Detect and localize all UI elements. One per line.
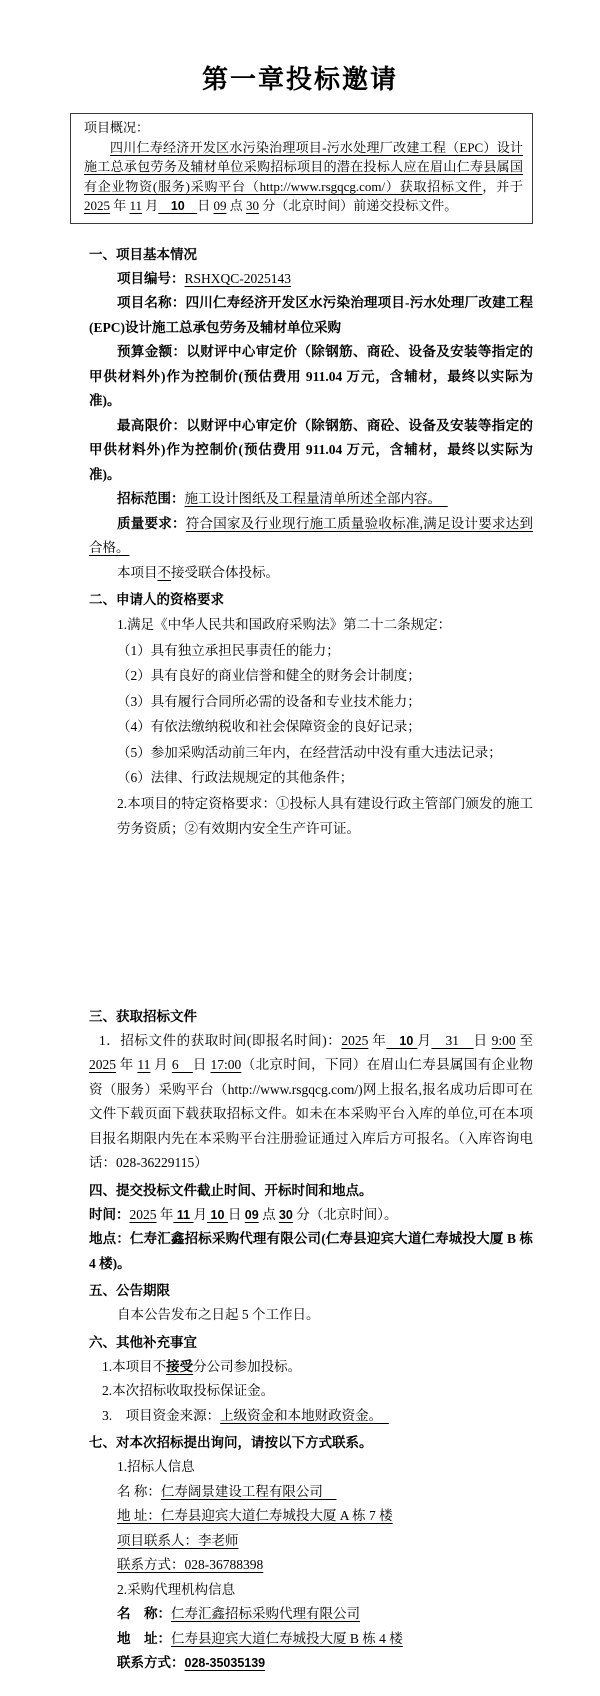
tenderer-name-line xyxy=(117,1480,533,1505)
section-7-heading: 七、对本次招标提出询问，请按以下方式联系。 xyxy=(89,1435,373,1450)
fund-source-value: 上级资金和本地财政资金。 xyxy=(220,1407,389,1423)
section-3-heading: 三、获取招标文件 xyxy=(89,1008,197,1024)
tender-scope-line xyxy=(89,487,533,512)
agency-address-value: 仁寿县迎宾大道仁寿城投大厦 B 栋 4 楼 xyxy=(171,1630,403,1646)
text-run: 月 xyxy=(417,1032,432,1048)
reg-start-month: 10 xyxy=(386,1033,418,1048)
section-submission xyxy=(89,1178,533,1277)
tenderer-info-subheading: 1.招标人信息 xyxy=(117,1459,195,1474)
text-run: 日 xyxy=(227,1206,245,1222)
tenderer-phone-line xyxy=(117,1553,533,1578)
deadline-day: 10 xyxy=(158,199,198,213)
text-run: 1.本项目不 xyxy=(102,1358,167,1374)
deadline-month: 11 xyxy=(129,198,143,213)
place-label: 地点： xyxy=(89,1231,130,1246)
agency-phone-label: 联系方式： xyxy=(117,1655,185,1670)
deadline-minute: 30 xyxy=(246,198,259,213)
text-run: 分（北京时间）。 xyxy=(292,1206,398,1222)
qualification-item: （6）法律、行政法规规定的其他条件； xyxy=(117,770,354,785)
overview-paragraph xyxy=(84,138,523,217)
overview-main-text: 四川仁寿经济开发区水污染治理项目-污水处理厂改建工程（EPC）设计施工总承包劳务及辅材单位采购招标项目的潜在投标人应在眉山仁寿县属国有企业物资(服务)采购平台（http://www.rsgqcg.com/）获取招标文件 xyxy=(84,139,523,194)
section-5-heading: 五、公告期限 xyxy=(89,1283,170,1298)
document-content xyxy=(84,113,534,1676)
project-code-line xyxy=(89,267,533,292)
text-run: 接受联合体投标。 xyxy=(171,564,279,580)
budget-paragraph: 预算金额：以财评中心审定价（除钢筋、商砼、设备及安装等指定的甲供材料外)作为控制价(预估费用 911.04 万元，含辅材，最终以实际为准)。 xyxy=(89,344,533,408)
section-qualification xyxy=(89,587,533,842)
reg-start-time: 9:00 xyxy=(491,1032,516,1048)
section-announcement-period xyxy=(89,1278,533,1328)
obtain-documents-tail: （北京时间，下同）在眉山仁寿县属国有企业物资（服务）采购平台（http://www.rsgqcg.com/)网上报名,报名成功后即可在文件下载页面下载获取招标文件。如未在本采购平台入库的单位,可在本项目报名期限内先在本采购平台注册验证通过入库后方可报名。（入库咨询电话：028-36229115） xyxy=(89,1057,533,1170)
tenderer-contact-person-line xyxy=(117,1529,533,1554)
project-code-label: 项目编号： xyxy=(117,270,185,286)
qualification-intro: 1.满足《中华人民共和国政府采购法》第二十二条规定： xyxy=(117,617,452,632)
text-run: 1．招标文件的获取时间(即报名时间)： xyxy=(99,1032,342,1048)
submission-time-line xyxy=(89,1203,533,1228)
agency-address-label: 地 址： xyxy=(117,1630,171,1646)
time-label: 时间： xyxy=(89,1206,130,1222)
other-item-3 xyxy=(89,1404,533,1429)
open-year: 2025 xyxy=(129,1206,157,1222)
deadline-hour: 09 xyxy=(213,198,227,213)
section-4-heading: 四、提交投标文件截止时间、开标时间和地点。 xyxy=(89,1182,373,1198)
announcement-period-body: 自本公告发布之日起 5 个工作日。 xyxy=(117,1307,320,1322)
emphasis-not: 不 xyxy=(157,564,171,580)
deadline-year: 2025 xyxy=(84,198,110,213)
text-run: ，并于 xyxy=(482,178,523,194)
project-overview-box xyxy=(70,113,533,224)
text-run: 分公司参加投标。 xyxy=(193,1358,302,1374)
other-item-2: 2.本次招标收取投标保证金。 xyxy=(102,1383,275,1398)
tender-scope-label: 招标范围： xyxy=(117,491,185,506)
section-obtain-documents xyxy=(89,1004,533,1176)
section-contacts xyxy=(89,1430,533,1676)
section-1-heading: 一、项目基本情况 xyxy=(89,246,197,262)
reg-end-month: 11 xyxy=(137,1057,151,1072)
open-hour: 09 xyxy=(244,1207,259,1222)
text-run: 分（北京时间）前递交投标文件。 xyxy=(259,198,458,213)
qualification-item: （5）参加采购活动前三年内，在经营活动中没有重大违法记录； xyxy=(117,744,502,760)
quality-value: 符合国家及行业现行施工质量验收标准,满足设计要求达到合格。 xyxy=(89,515,534,555)
agency-name-value: 仁寿汇鑫招标采购代理有限公司 xyxy=(171,1606,360,1621)
page-break-gap xyxy=(89,842,533,1002)
text-run: 点 xyxy=(226,198,246,213)
text-run: 本项目 xyxy=(117,564,158,580)
agency-phone-line xyxy=(117,1651,533,1676)
tender-scope-value: 施工设计图纸及工程量清单所述全部内容。 xyxy=(184,491,448,506)
text-run: 年 xyxy=(110,198,130,213)
quality-requirement-line xyxy=(89,512,533,561)
agency-name-line xyxy=(117,1602,533,1627)
price-cap-paragraph: 最高限价：以财评中心审定价（除钢筋、商砼、设备及安装等指定的甲供材料外)作为控制价(预估费用 911.04 万元，含辅材，最终以实际为准)。 xyxy=(89,417,533,482)
section-other-matters xyxy=(89,1330,533,1429)
qualification-list xyxy=(89,612,533,842)
text-run: 月 xyxy=(150,1057,172,1072)
text-run: 年 xyxy=(368,1032,387,1048)
agency-phone-value: 028-35035139 xyxy=(184,1656,266,1670)
text-run: 年 xyxy=(156,1206,174,1222)
quality-label: 质量要求： xyxy=(117,515,186,531)
obtain-documents-paragraph xyxy=(89,1029,533,1176)
text-run: 日 xyxy=(197,198,214,213)
fund-source-label: 3. 项目资金来源： xyxy=(102,1407,221,1423)
open-day: 10 xyxy=(207,1207,228,1222)
reg-end-time: 17:00 xyxy=(210,1057,242,1072)
tenderer-name-label: 名 称： xyxy=(117,1483,161,1499)
tenderer-address: 地 址：仁寿县迎宾大道仁寿城投大厦 A 栋 7 楼 xyxy=(117,1508,393,1523)
reg-end-year: 2025 xyxy=(89,1057,116,1072)
section-basic-info xyxy=(89,242,533,586)
reg-start-year: 2025 xyxy=(341,1032,369,1048)
agency-address-line xyxy=(117,1627,533,1652)
section-2-heading: 二、申请人的资格要求 xyxy=(89,592,224,607)
contact-blocks xyxy=(89,1455,533,1676)
tenderer-name-value: 仁寿阔景建设工程有限公司 xyxy=(160,1483,337,1499)
open-minute: 30 xyxy=(278,1207,293,1222)
text-run: 年 xyxy=(116,1057,138,1072)
project-code-value: RSHXQC-2025143 xyxy=(184,270,292,286)
text-run: 日 xyxy=(473,1032,492,1048)
open-month: 11 xyxy=(173,1207,194,1222)
project-name-label: 项目名称： xyxy=(117,295,186,310)
project-name-line xyxy=(89,291,533,340)
project-name-value: 四川仁寿经济开发区水污染治理项目-污水处理厂改建工程(EPC)设计施工总承包劳务及辅材单位采购 xyxy=(89,295,534,335)
reg-start-day: 31 xyxy=(431,1032,474,1048)
emphasis-accept: 接受 xyxy=(166,1358,194,1374)
special-qualification: 2.本项目的特定资格要求：①投标人具有建设行政主管部门颁发的施工劳务资质；②有效期内安全生产许可证。 xyxy=(117,795,533,836)
qualification-item: （1）具有独立承担民事责任的能力； xyxy=(117,642,340,658)
section-6-heading: 六、其他补充事宜 xyxy=(89,1334,197,1350)
submission-place-line xyxy=(89,1227,533,1276)
tenderer-phone: 联系方式：028-36788398 xyxy=(117,1557,264,1572)
tenderer-contact-person: 项目联系人：李老师 xyxy=(117,1532,239,1548)
agency-info-subheading: 2.采购代理机构信息 xyxy=(117,1581,236,1597)
text-run: 点 xyxy=(258,1206,279,1222)
text-run: 月 xyxy=(142,198,159,213)
chapter-title: 第一章投标邀请 xyxy=(201,65,398,94)
overview-label: 项目概况： xyxy=(84,120,150,135)
text-run: 日 xyxy=(192,1057,211,1072)
text-run: 月 xyxy=(193,1206,208,1222)
no-consortium-line xyxy=(89,561,533,586)
qualification-item: （4）有依法缴纳税收和社会保障资金的良好记录； xyxy=(117,719,421,734)
agency-name-label: 名 称： xyxy=(117,1606,171,1621)
text-run: 至 xyxy=(515,1032,534,1048)
other-item-1 xyxy=(89,1355,533,1380)
tenderer-address-line xyxy=(117,1504,533,1529)
reg-end-day: 6 xyxy=(171,1057,193,1072)
place-value: 仁寿汇鑫招标采购代理有限公司(仁寿县迎宾大道仁寿城投大厦 B 栋 4 楼)。 xyxy=(89,1231,534,1271)
qualification-item: （2）具有良好的商业信誉和健全的财务会计制度； xyxy=(117,668,421,683)
qualification-item: （3）具有履行合同所必需的设备和专业技术能力； xyxy=(117,693,421,709)
